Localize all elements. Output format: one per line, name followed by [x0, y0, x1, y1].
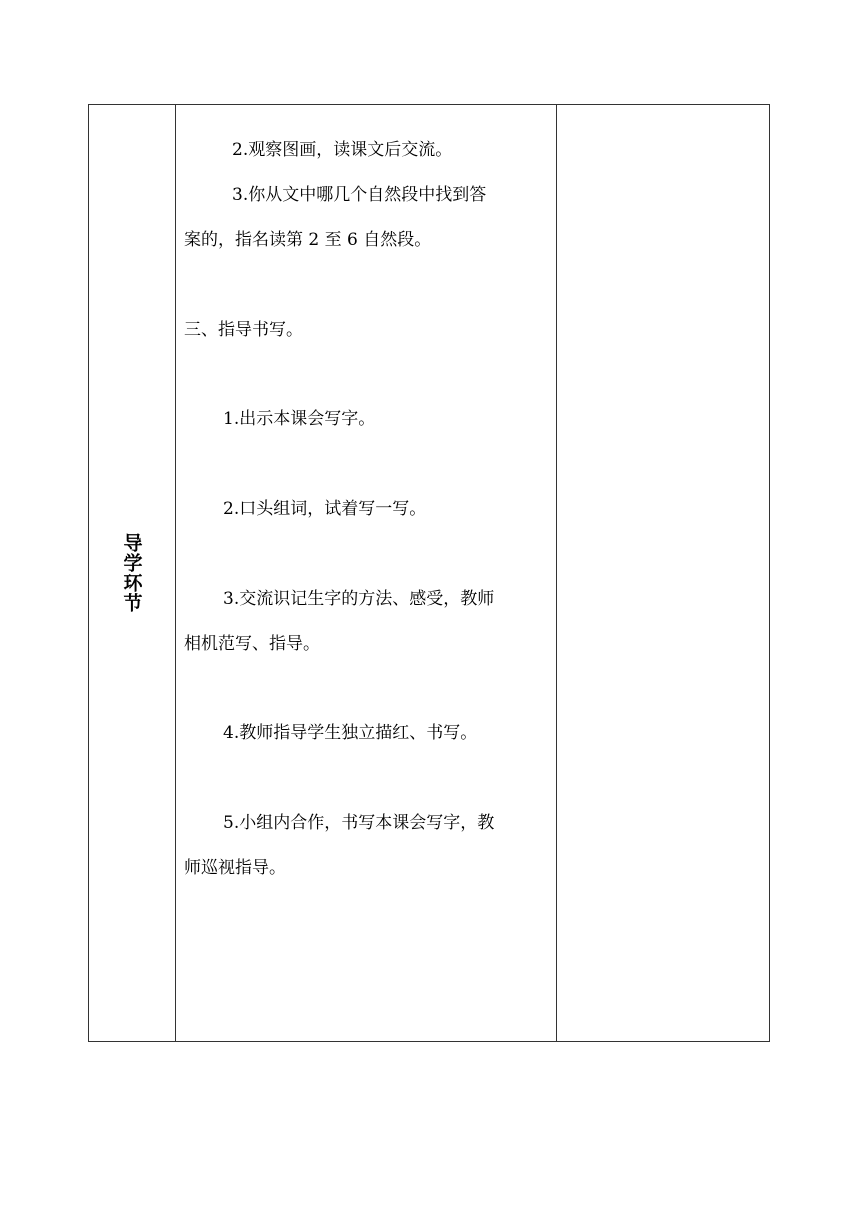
content-line: 2.口头组词，试着写一写。: [223, 499, 427, 519]
content-line: 三、指导书写。: [184, 320, 303, 340]
section-label-cell: [89, 105, 175, 1041]
content-line: 相机范写、指导。: [184, 634, 320, 654]
lesson-table: [88, 104, 770, 1042]
column-divider: [175, 105, 176, 1041]
content-line: 3.交流识记生字的方法、感受，教师: [223, 589, 495, 609]
section-label: 导学环节: [120, 533, 143, 613]
content-line: 4.教师指导学生独立描红、书写。: [223, 723, 478, 743]
content-line: 师巡视指导。: [184, 858, 286, 878]
content-line: 5.小组内合作，书写本课会写字，教: [223, 813, 495, 833]
content-line: 案的，指名读第 2 至 6 自然段。: [184, 230, 432, 250]
content-line: 1.出示本课会写字。: [223, 409, 376, 429]
notes-cell: [557, 105, 769, 1041]
content-line: 2.观察图画，读课文后交流。: [232, 140, 453, 160]
content-line: 3.你从文中哪几个自然段中找到答: [232, 185, 487, 205]
